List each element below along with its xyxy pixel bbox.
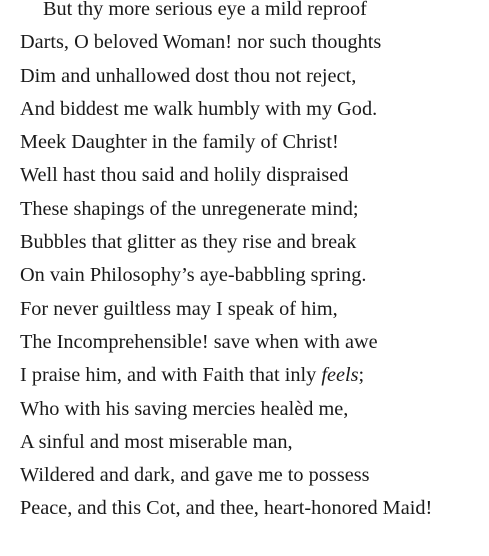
poem-line: A sinful and most miserable man, [20,430,293,453]
emphasized-word: feels [321,364,359,387]
poem-line: Peace, and this Cot, and thee, heart-honored Maid! [20,497,433,520]
poem-line [20,359,485,392]
poem-line: The Incomprehensible! save when with awe [20,330,378,353]
poem-line: Well hast thou said and holily dispraised [20,164,349,187]
poem-stanza [20,0,485,526]
poem-line-punctuation: ; [358,364,365,387]
poem-line-text: I praise him, and with Faith that inly [20,364,322,387]
poem-line: And biddest me walk humbly with my God. [20,97,378,120]
poem-line: Meek Daughter in the family of Christ! [20,131,339,154]
poem-line: Dim and unhallowed dost thou not reject, [20,64,357,87]
poem-line: Bubbles that glitter as they rise and break [20,231,357,254]
poem-line: Wildered and dark, and gave me to possess [20,464,370,487]
poem-line: On vain Philosophy’s aye-babbling spring. [20,264,367,287]
poem-line: These shapings of the unregenerate mind; [20,197,359,220]
poem-line: Darts, O beloved Woman! nor such thoughts [20,31,382,54]
poem-line: For never guiltless may I speak of him, [20,297,338,320]
poem-line: Who with his saving mercies healèd me, [20,397,349,420]
poem-line: But thy more serious eye a mild reproof [43,0,367,20]
